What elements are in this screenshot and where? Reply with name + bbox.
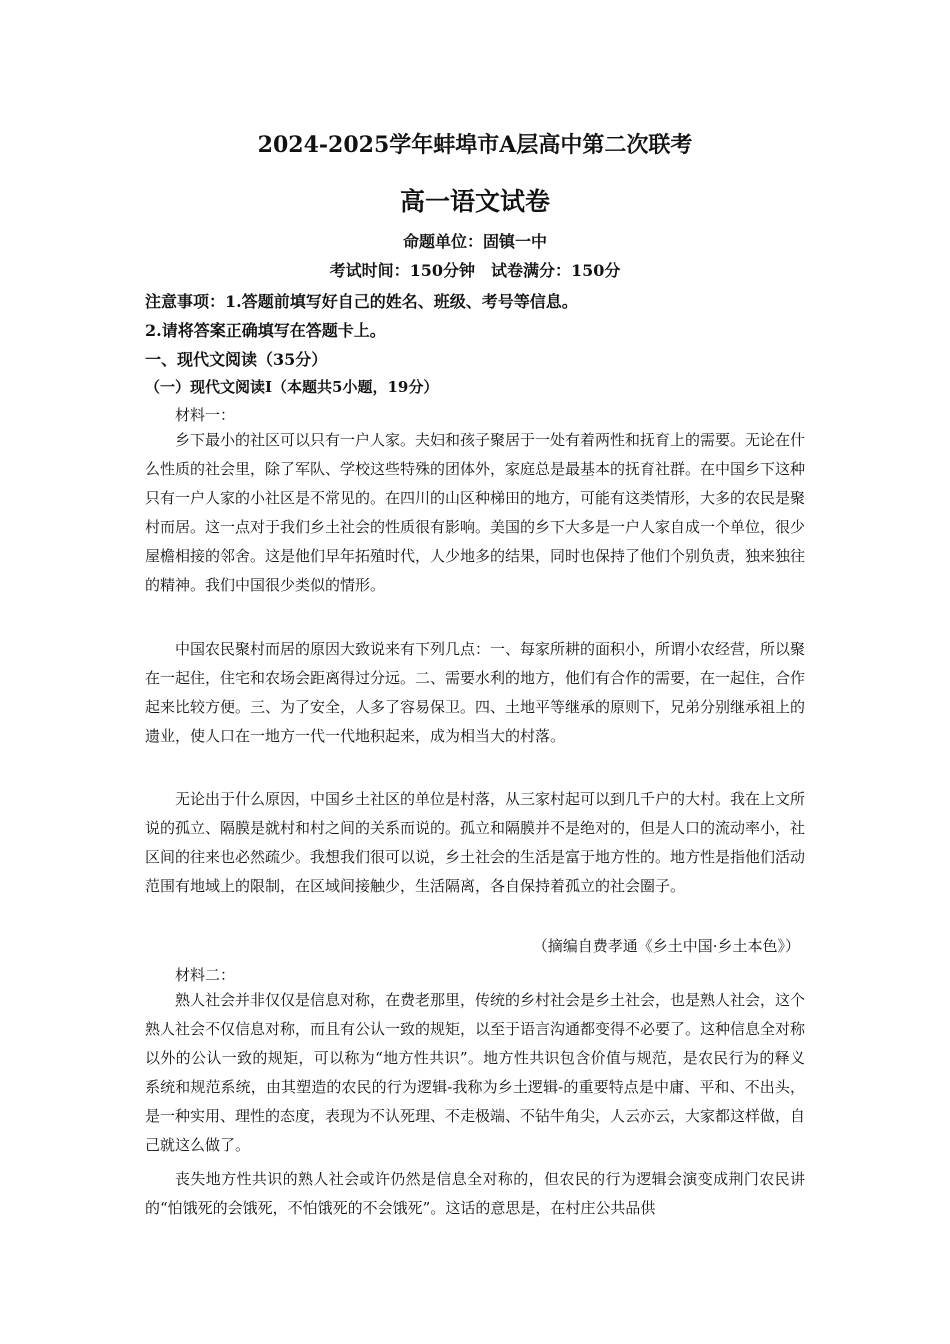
section-heading: 一、现代文阅读（35分） bbox=[145, 350, 328, 369]
material-1-label: 材料一： bbox=[175, 406, 236, 424]
exam-subject-title: 高一语文试卷 bbox=[399, 187, 550, 216]
exam-title: 2024-2025学年蚌埠市A层高中第二次联考 bbox=[257, 132, 693, 158]
material-1-paragraph: 乡下最小的社区可以只有一户人家。夫妇和孩子聚居于一处有着两性和抚育上的需要。无论在什么性质的社会里，除了军队、学校这些特殊的团体外，家庭总是最基本的抚育社群。在中国乡下这种只有一户人家的小社区是不常见的。在四川的山区种梯田的地方，可能有这类情形，大多的农民是聚村而居。这一点对于我们乡土社会的性质很有影响。美国的乡下大多是一户人家自成一个单位，很少屋檐相接的邻舍。这是他们早年拓殖时代，人少地多的结果，同时也保持了他们个别负责，独来独往的精神。我们中国很少类似的情形。 bbox=[145, 431, 806, 594]
notes-line-1: 注意事项：1.答题前填写好自己的姓名、班级、考号等信息。 bbox=[145, 292, 578, 311]
material-2-paragraph: 丧失地方性共识的熟人社会或许仍然是信息全对称的，但农民的行为逻辑会演变成荆门农民讲的“怕饿死的会饿死，不怕饿死的不会饿死”。这话的意思是，在村庄公共品供 bbox=[145, 1170, 805, 1217]
material-2-paragraph: 熟人社会并非仅仅是信息对称，在费老那里，传统的乡村社会是乡土社会，也是熟人社会，这个熟人社会不仅信息对称，而且有公认一致的规矩，以至于语言沟通都变得不必要了。这种信息全对称以外的公认一致的规矩，可以称为“地方性共识”。地方性共识包含价值与规范，是农民行为的释义系统和规范系统，由其塑造的农民的行为逻辑-我称为乡土逻辑-的重要特点是中庸、平和、不出头，是一种实用、理性的态度，表现为不认死理、不走极端、不钻牛角尖，人云亦云，大家都这样做，自己就这么做了。 bbox=[145, 991, 806, 1154]
material-1-paragraph: 中国农民聚村而居的原因大致说来有下列几点：一、每家所耕的面积小，所谓小农经营，所以聚在一起住，住宅和农场会距离得过分远。二、需要水利的地方，他们有合作的需要，在一起住，合作起来比较方便。三、为了安全，人多了容易保卫。四、土地平等继承的原则下，兄弟分别继承祖上的遗业，使人口在一地方一代一代地积起来，成为相当大的村落。 bbox=[145, 640, 806, 745]
section-subheading: （一）现代文阅读Ⅰ（本题共5小题，19分） bbox=[145, 378, 439, 396]
material-1-source: （摘编自费孝通《乡土中国·乡土本色》） bbox=[532, 937, 800, 955]
material-1-paragraph: 无论出于什么原因，中国乡土社区的单位是村落，从三家村起可以到几千户的大村。我在上文所说的孤立、隔膜是就村和村之间的关系而说的。孤立和隔膜并不是绝对的，但是人口的流动率小，社区间的往来也必然疏少。我想我们很可以说，乡土社会的生活是富于地方性的。地方性是指他们活动范围有地域上的限制，在区域间接触少，生活隔离，各自保持着孤立的社会圈子。 bbox=[145, 790, 806, 895]
material-2-label: 材料二： bbox=[175, 966, 236, 984]
exam-info: 考试时间：150分钟 试卷满分：150分 bbox=[329, 261, 621, 280]
exam-issuer: 命题单位：固镇一中 bbox=[402, 232, 547, 251]
notes-line-2: 2.请将答案正确填写在答题卡上。 bbox=[145, 321, 386, 340]
